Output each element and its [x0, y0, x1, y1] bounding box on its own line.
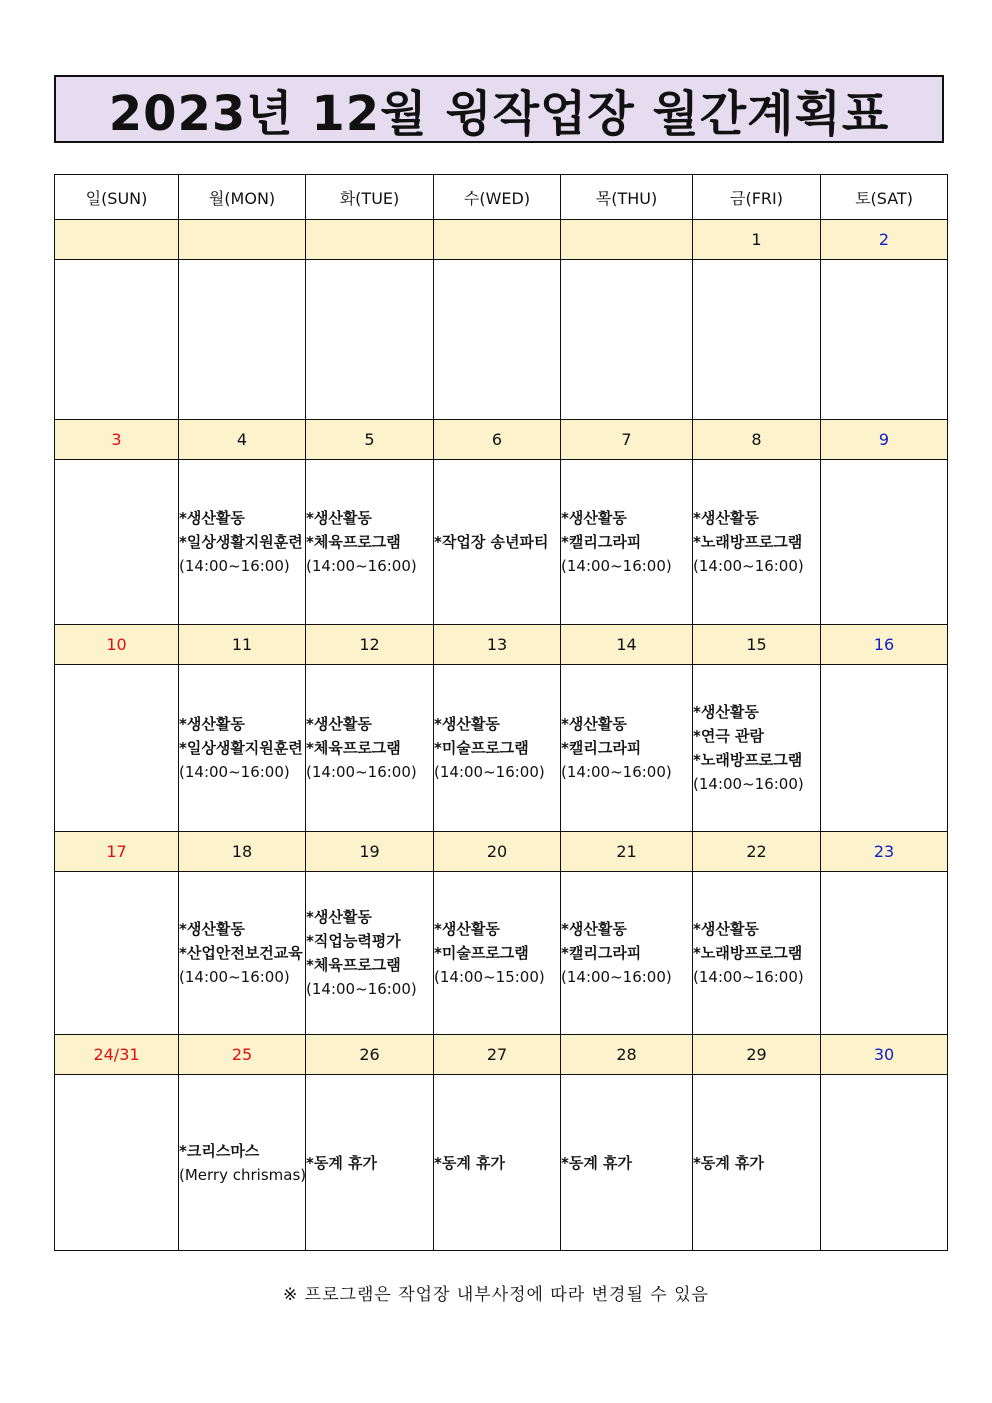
date-cell-mon: 4 — [179, 420, 306, 460]
weekday-thu: 목(THU) — [561, 175, 693, 220]
date-row — [55, 420, 948, 460]
date-cell-fri: 15 — [693, 625, 821, 665]
date-cell-thu: 14 — [561, 625, 693, 665]
event-line: (14:00~16:00) — [306, 980, 417, 998]
day-events-cell — [561, 260, 693, 420]
day-events-cell — [821, 1075, 948, 1251]
events-row — [55, 872, 948, 1035]
day-events-cell — [179, 872, 306, 1035]
weekday-sun: 일(SUN) — [55, 175, 179, 220]
event-line: *생산활동 — [561, 715, 627, 733]
event-line: *미술프로그램 — [434, 944, 529, 962]
day-events-cell — [306, 260, 434, 420]
event-line: *생산활동 — [306, 509, 372, 527]
event-line: (14:00~16:00) — [434, 763, 545, 781]
events-row — [55, 665, 948, 832]
event-line: *생산활동 — [561, 920, 627, 938]
event-line: *생산활동 — [179, 920, 245, 938]
day-events-cell — [434, 1075, 561, 1251]
day-events-cell — [434, 260, 561, 420]
event-line: *체육프로그램 — [306, 956, 401, 974]
weekday-tue: 화(TUE) — [306, 175, 434, 220]
day-events-cell — [561, 460, 693, 625]
events-row — [55, 260, 948, 420]
day-events-cell — [306, 665, 434, 832]
day-events-cell — [693, 1075, 821, 1251]
day-events-cell — [434, 872, 561, 1035]
event-line: *동계 휴가 — [306, 1153, 378, 1172]
date-cell-sat: 9 — [821, 420, 948, 460]
event-line: *생산활동 — [179, 509, 245, 527]
event-line: (14:00~16:00) — [306, 763, 417, 781]
footnote: ※ 프로그램은 작업장 내부사정에 따라 변경될 수 있음 — [283, 1285, 709, 1305]
weekday-fri: 금(FRI) — [693, 175, 821, 220]
date-cell-sun — [55, 220, 179, 260]
date-cell-sun: 10 — [55, 625, 179, 665]
page-title: 2023년 12월 윙작업장 월간계획표 — [54, 75, 944, 143]
day-events-cell — [179, 665, 306, 832]
date-cell-sat: 2 — [821, 220, 948, 260]
day-events-cell — [561, 1075, 693, 1251]
event-line: (14:00~16:00) — [693, 968, 804, 986]
event-line: *노래방프로그램 — [693, 944, 803, 962]
event-line: *캘리그라피 — [561, 944, 642, 962]
event-line: *크리스마스 — [179, 1141, 260, 1160]
event-line: *생산활동 — [306, 715, 372, 733]
day-events-cell — [434, 665, 561, 832]
day-events-cell — [693, 872, 821, 1035]
event-line: *캘리그라피 — [561, 739, 642, 757]
date-cell-tue: 19 — [306, 832, 434, 872]
date-row — [55, 1035, 948, 1075]
event-line: *일상생활지원훈련 — [179, 739, 303, 757]
event-line: *생산활동 — [434, 715, 500, 733]
date-cell-fri: 8 — [693, 420, 821, 460]
date-cell-tue: 12 — [306, 625, 434, 665]
date-row — [55, 625, 948, 665]
date-cell-wed — [434, 220, 561, 260]
date-cell-wed: 27 — [434, 1035, 561, 1075]
calendar-table — [54, 174, 948, 1251]
date-cell-wed: 20 — [434, 832, 561, 872]
day-events-cell — [821, 872, 948, 1035]
date-cell-wed: 13 — [434, 625, 561, 665]
date-row — [55, 832, 948, 872]
weekday-sat: 토(SAT) — [821, 175, 948, 220]
date-cell-sun: 17 — [55, 832, 179, 872]
event-line: *작업장 송년파티 — [434, 533, 549, 551]
event-line: (14:00~16:00) — [561, 557, 672, 575]
date-row — [55, 220, 948, 260]
day-events-cell — [821, 460, 948, 625]
date-cell-mon: 18 — [179, 832, 306, 872]
date-cell-sat: 23 — [821, 832, 948, 872]
event-line: *산업안전보건교육 — [179, 944, 303, 962]
day-events-cell — [55, 1075, 179, 1251]
event-line: (14:00~15:00) — [434, 968, 545, 986]
event-line: *생산활동 — [693, 509, 759, 527]
event-line: *동계 휴가 — [434, 1153, 506, 1172]
event-line: *체육프로그램 — [306, 533, 401, 551]
day-events-cell — [306, 1075, 434, 1251]
event-line: (14:00~16:00) — [306, 557, 417, 575]
date-cell-fri: 22 — [693, 832, 821, 872]
day-events-cell — [55, 872, 179, 1035]
event-line: (Merry chrismas) — [179, 1165, 307, 1184]
date-cell-wed: 6 — [434, 420, 561, 460]
date-cell-fri: 29 — [693, 1035, 821, 1075]
date-cell-mon: 25 — [179, 1035, 306, 1075]
day-events-cell — [693, 460, 821, 625]
day-events-cell — [306, 460, 434, 625]
date-cell-tue: 5 — [306, 420, 434, 460]
date-cell-sat: 16 — [821, 625, 948, 665]
day-events-cell — [434, 460, 561, 625]
weekday-mon: 월(MON) — [179, 175, 306, 220]
day-events-cell — [561, 872, 693, 1035]
event-line: *캘리그라피 — [561, 533, 642, 551]
day-events-cell — [821, 665, 948, 832]
date-cell-thu: 7 — [561, 420, 693, 460]
event-line: (14:00~16:00) — [179, 557, 290, 575]
weekday-wed: 수(WED) — [434, 175, 561, 220]
day-events-cell — [306, 872, 434, 1035]
day-events-cell — [55, 260, 179, 420]
event-line: *일상생활지원훈련 — [179, 533, 303, 551]
event-line: *동계 휴가 — [561, 1153, 633, 1172]
day-events-cell — [179, 460, 306, 625]
date-cell-sat: 30 — [821, 1035, 948, 1075]
day-events-cell — [55, 460, 179, 625]
event-line: (14:00~16:00) — [561, 763, 672, 781]
event-line: (14:00~16:00) — [561, 968, 672, 986]
event-line: *직업능력평가 — [306, 932, 401, 950]
events-row — [55, 1075, 948, 1251]
event-line: *생산활동 — [693, 920, 759, 938]
event-line: *노래방프로그램 — [693, 533, 803, 551]
day-events-cell — [693, 665, 821, 832]
event-line: (14:00~16:00) — [693, 775, 804, 793]
date-cell-thu: 28 — [561, 1035, 693, 1075]
events-row — [55, 460, 948, 625]
event-line: *미술프로그램 — [434, 739, 529, 757]
event-line: *생산활동 — [306, 908, 372, 926]
event-line: (14:00~16:00) — [179, 763, 290, 781]
date-cell-fri: 1 — [693, 220, 821, 260]
date-cell-mon — [179, 220, 306, 260]
event-line: (14:00~16:00) — [693, 557, 804, 575]
date-cell-sun: 24/31 — [55, 1035, 179, 1075]
event-line: *생산활동 — [179, 715, 245, 733]
date-cell-tue — [306, 220, 434, 260]
day-events-cell — [821, 260, 948, 420]
date-cell-sun: 3 — [55, 420, 179, 460]
day-events-cell — [179, 260, 306, 420]
event-line: *동계 휴가 — [693, 1153, 765, 1172]
date-cell-thu — [561, 220, 693, 260]
date-cell-mon: 11 — [179, 625, 306, 665]
date-cell-tue: 26 — [306, 1035, 434, 1075]
event-line: *생산활동 — [561, 509, 627, 527]
day-events-cell — [55, 665, 179, 832]
day-events-cell — [561, 665, 693, 832]
day-events-cell — [693, 260, 821, 420]
event-line: *노래방프로그램 — [693, 751, 803, 769]
event-line: *생산활동 — [434, 920, 500, 938]
date-cell-thu: 21 — [561, 832, 693, 872]
event-line: *연극 관람 — [693, 727, 765, 745]
weekday-header-row — [55, 175, 948, 220]
event-line: (14:00~16:00) — [179, 968, 290, 986]
event-line: *생산활동 — [693, 703, 759, 721]
event-line: *체육프로그램 — [306, 739, 401, 757]
day-events-cell — [179, 1075, 306, 1251]
